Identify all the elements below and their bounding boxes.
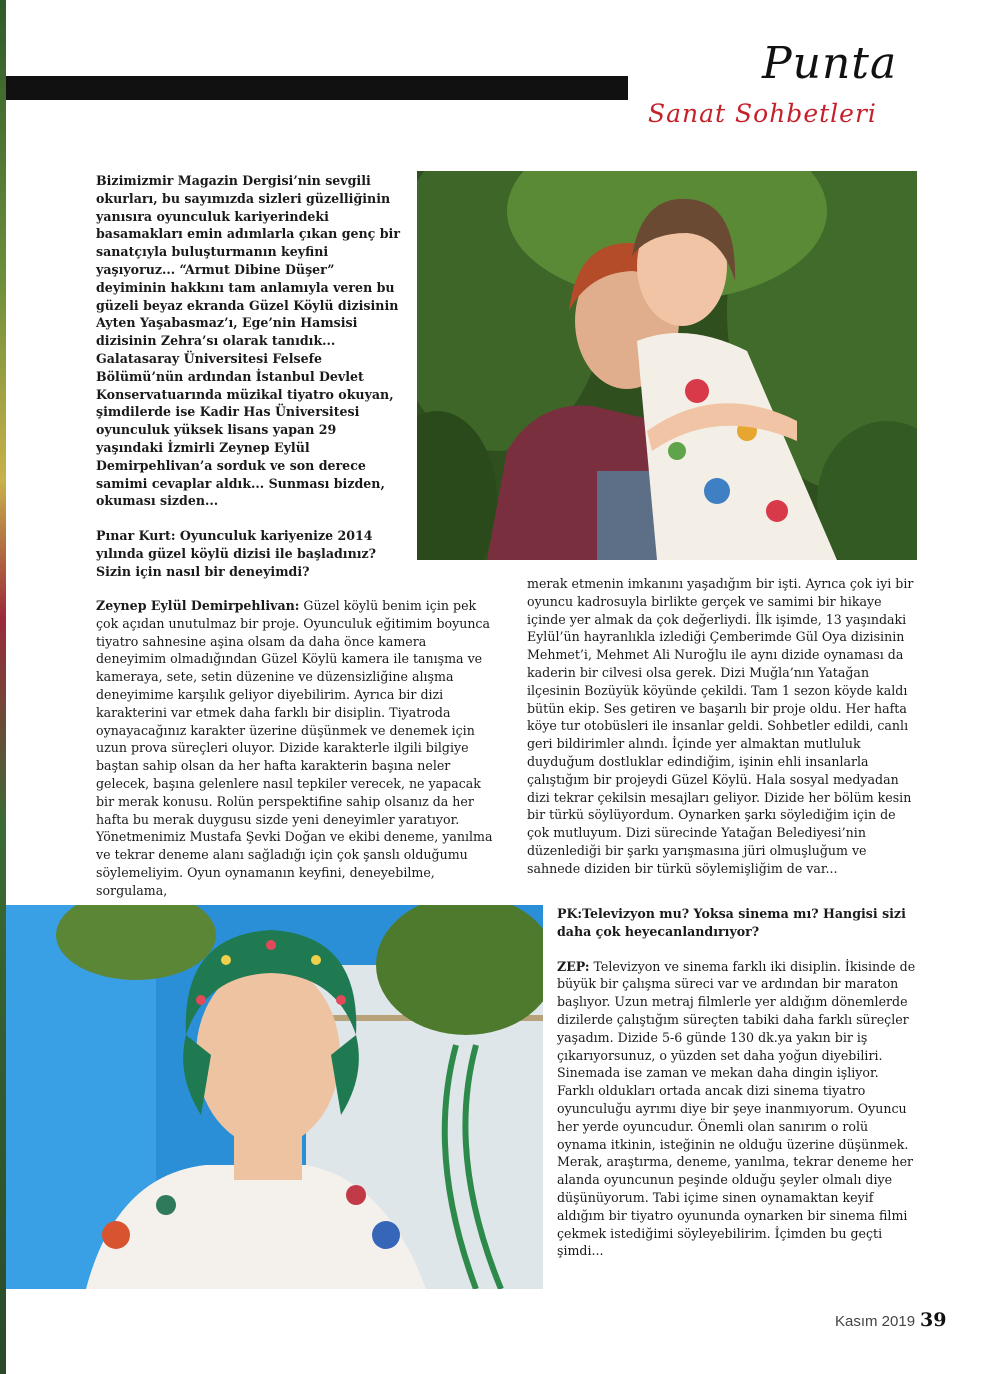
section-subtitle: Sanat Sohbetleri (648, 99, 877, 128)
intro-paragraph: Bizimizmir Magazin Dergisi’nin sevgili okurları, bu sayımızda sizleri güzelliğinin yanısıra oyunculuk kariyerindeki basamakları emin adımlarla çıkan genç bir sanatçıyla buluşturmanın keyfini yaşıyoruz... “Armut Dibine Düşer” deyiminin hakkını tam anlamıyla veren bu güzeli beyaz ekranda Güzel Köylü dizisinin Ayten Yaşabasmaz’ı, Ege’nin Hamsisi dizisinin Zehra’sı olarak tanıdık... Galatasaray Üniversitesi Felsefe Bölümü’nün ardından İstanbul Devlet Konservatuarında müzikal tiyatro okuyan, şimdilerde ise Kadir Has Üniversitesi oyunculuk yüksek lisans yapan 29 yaşındaki İzmirli Zeynep Eylül Demirpehlivan’a sorduk ve son derece samimi cevaplar aldık... Sunması bizden, okuması sizden... (96, 173, 400, 509)
answer-2-speaker: ZEP: (557, 958, 590, 974)
answer-1-continued-column (527, 575, 917, 878)
page-number: 39 (920, 1309, 947, 1331)
question-2: PK:Televizyon mu? Yoksa sinema mı? Hangisi sizi daha çok heyecanlandırıyor? (557, 906, 906, 939)
answer-2-paragraph (557, 958, 919, 1261)
header-bar (6, 76, 628, 100)
answer-1-continued: merak etmenin imkanını yaşadığım bir işti. Ayrıca çok iyi bir oyuncu kadrosuyla birlikte gerçek ve samimi bir hikaye içinde yer almak da çok değerliydi. İlk işimde, 13 yaşındaki Eylül’ün hayranlıkla izlediği Çemberimde Gül Oya dizisinin Mehmet’i, Mehmet Ali Nuroğlu ile aynı dizide oynaması da kaderin bir cilvesi olsa gerek. Dizi Muğla’nın Yatağan ilçesinin Bozüyük köyünde çekildi. Tam 1 sezon köyde kaldı bütün ekip. Ses getiren ve başarılı bir proje oldu. Her hafta köye tur otobüsleri ile insanlar geldi. Sohbetler edildi, canlı geri bildirimler alındı. İçinde yer almaktan mutluluk duyduğum dostluklar edindiğim, işinin ehli insanlarla çalıştığım bir projeydi Güzel Köylü. Hala sosyal medyadan dizi tekrar çekilsin mesajları geliyor. Dizide her bölüm kesin bir türkü söylüyordum. Oynarken şarkı söylediğim için de çok mutluyum. Dizi sürecinde Yatağan Belediyesi’nin düzenlediği bir şarkı yarışmasına jüri olmuşluğum ve sahnede diziden bir türkü söylemişliğim de var... (527, 576, 914, 876)
answer-1-text: Güzel köylü benim için pek çok açıdan unutulmaz bir proje. Oyunculuk eğitimim boyunca tiyatro sahnesine aşina olsam da daha önce kamera deneyimim olmadığından Güzel Köylü kamera ile tanışma ve kameraya, sete, setin düzenine ve düzensizliğine alışma deneyimime karşılık geliyor diyebilirim. Ayrıca bir dizi karakterini var etmek daha farklı bir disiplin. Tiyatroda oynayacağınız karakter üzerine düşünmek ve denemek için uzun prova süreçleri oluyor. Dizide karakterle ilgili bilgiye baştan sahip olsan da her hafta karakterin başına neler gelecek, başına gelenlere nasıl tepkiler verecek, ne yapacak bir merak konusu. Rolün perspektifine sahip olsanız da her hafta bu merak duygusu sizde yeni deneyimler yaratıyor. Yönetmenimiz Mustafa Şevki Doğan ve ekibi deneme, yanılma ve tekrar deneme alanı sağladığı için çok şanslı olduğumu söylemeliyim. Oyun oynamanın keyfini, deneyebilme, sorgulama, (96, 598, 493, 898)
footer-month: Kasım 2019 (835, 1313, 916, 1330)
photo-two-women-embracing (417, 171, 917, 560)
interview-column-2 (557, 905, 919, 1260)
answer-2-text: Televizyon ve sinema farklı iki disiplin. İkisinde de büyük bir çalışma süreci var ve ardından bir maraton başlıyor. Uzun metraj filmlerle yer aldığım dönemlerde dizilerde çalıştığım süreçten tabiki daha farklı süreçler yaşadım. Dizide 5-6 günde 130 dk.ya yakın bir iş çıkarıyorsunuz, o yüzden set daha yoğun diyebiliri. Sinemada ise zaman ve mekan daha dingin işliyor. Farklı oldukları ortada ancak dizi sinema tiyatro oyunculuğu ayrımı diye bir şeye inanmıyorum. Oyuncu her yerde oyuncudur. Önemli olan sanırım o rolü oynama itkinin, isteğinin ne olduğu üzerine düşünmek. Merak, araştırma, deneme, yanılma, tekrar deneme her alanda oyuncunun peşinde olduğu şeyler olmalı diye düşünüyorum. Tabi içime sinen oynamaktan keyif aldığım bir tiyatro oyununda oynarken bir sinema filmi çekmek istediğimi söyleyebilirim. İçimden bu geçti şimdi... (557, 958, 916, 1259)
answer-1-speaker: Zeynep Eylül Demirpehlivan: (96, 598, 300, 613)
answer-1-paragraph (96, 597, 496, 900)
question-1: Pınar Kurt: Oyunculuk kariyenize 2014 yılında güzel köylü dizisi ile başladınız? Sizin için nasıl bir deneyimdi? (96, 528, 377, 579)
answer-1-column (96, 597, 496, 900)
magazine-brand: Punta (762, 38, 898, 89)
photo-woman-headscarf (6, 905, 543, 1289)
intro-column (96, 172, 400, 581)
